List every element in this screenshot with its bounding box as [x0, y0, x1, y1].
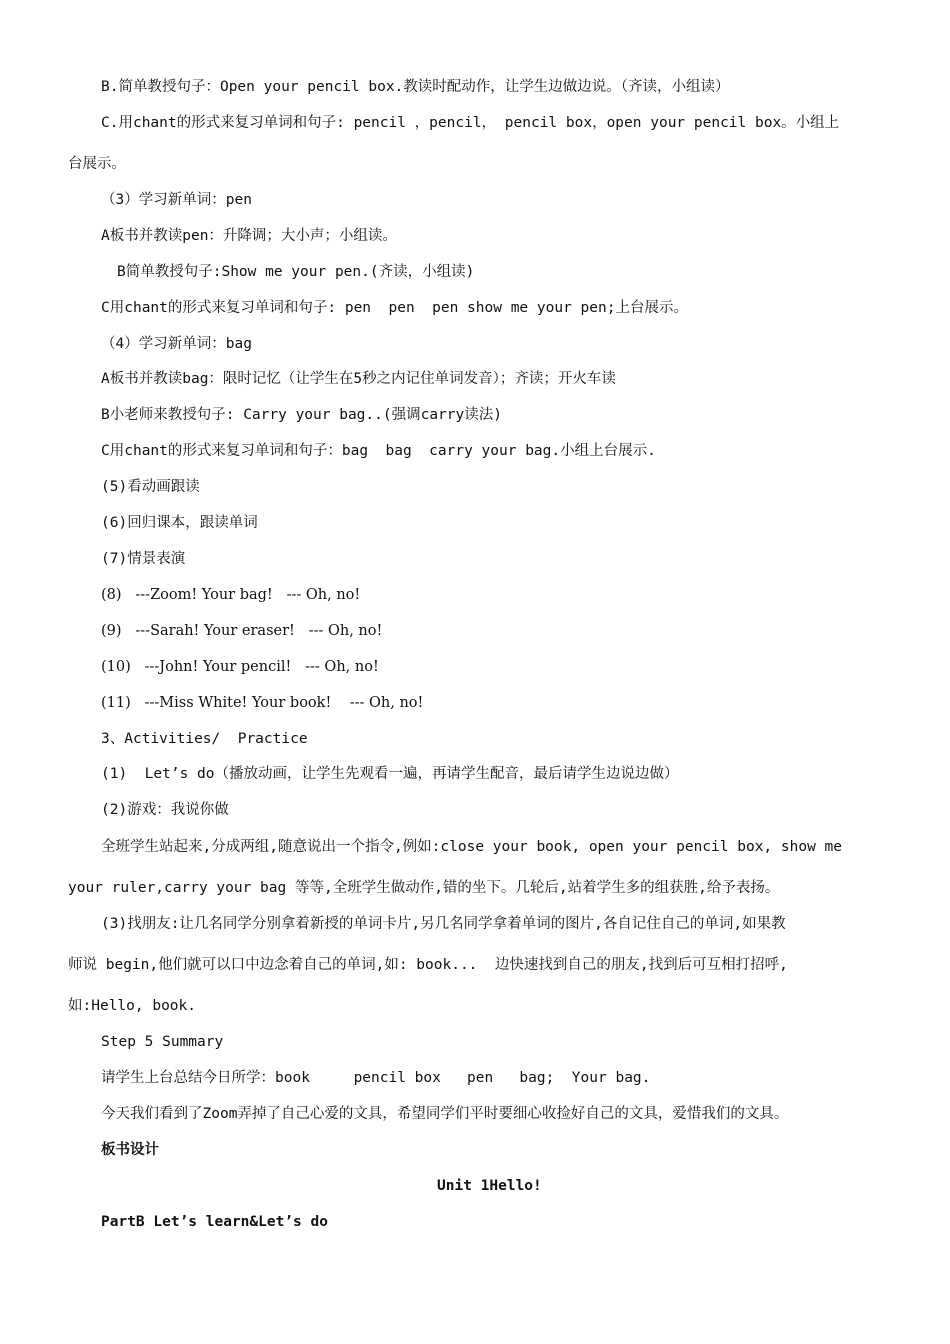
text-line: 3、Activities/ Practice: [101, 731, 308, 747]
text-line: (8) ---Zoom! Your bag! --- Oh, no!: [101, 587, 361, 603]
text-line: 今天我们看到了Zoom弄掉了自己心爱的文具，希望同学们平时要细心收捡好自己的文具，爱惜我们的文具。: [101, 1106, 789, 1122]
board-title: Unit 1Hello!: [437, 1178, 542, 1194]
text-line: 请学生上台总结今日所学：book pencil box pen bag; Your bag.: [101, 1070, 651, 1086]
text-line: C用chant的形式来复习单词和句子：bag bag carry your bag.小组上台展示.: [101, 443, 656, 459]
text-line: (5)看动画跟读: [101, 479, 200, 495]
text-line: A板书并教读bag：限时记忆（让学生在5秒之内记住单词发音）；齐读；开火车读: [101, 371, 616, 387]
text-line: 如:Hello, book.: [68, 998, 196, 1014]
text-line: A板书并教读pen：升降调；大小声；小组读。: [101, 228, 397, 244]
text-line: C用chant的形式来复习单词和句子: pen pen pen show me your pen;上台展示。: [101, 300, 688, 316]
text-line: 台展示。: [68, 156, 126, 172]
text-line: 师说 begin,他们就可以口中边念着自己的单词,如: book... 边快速找到自己的朋友,找到后可互相打招呼,: [68, 957, 788, 973]
text-line: Step 5 Summary: [101, 1034, 224, 1050]
text-line: B简单教授句子:Show me your pen.(齐读，小组读): [117, 264, 475, 280]
text-line: (9) ---Sarah! Your eraser! --- Oh, no!: [101, 623, 383, 639]
section-heading: 板书设计: [101, 1142, 159, 1158]
text-line: 全班学生站起来,分成两组,随意说出一个指令,例如:close your book, open your pencil box, show me: [101, 839, 842, 855]
text-line: C.用chant的形式来复习单词和句子: pencil ，pencil， pencil box，open your pencil box。小组上: [101, 115, 840, 131]
text-line: B小老师来教授句子: Carry your bag..(强调carry读法): [101, 407, 502, 423]
text-line: B.简单教授句子：Open your pencil box.教读时配动作，让学生边做边说。（齐读，小组读）: [101, 79, 730, 95]
board-subtitle: PartB Let’s learn&Let’s do: [101, 1214, 328, 1230]
text-line: (11) ---Miss White! Your book! --- Oh, no!: [101, 695, 424, 711]
text-line: your ruler,carry your bag 等等,全班学生做动作,错的坐下。几轮后,站着学生多的组获胜,给予表扬。: [68, 880, 780, 896]
text-line: (3)找朋友:让几名同学分别拿着新授的单词卡片,另几名同学拿着单词的图片,各自记住自己的单词,如果教: [101, 916, 786, 932]
text-line: (2)游戏：我说你做: [101, 802, 229, 818]
text-line: (10) ---John! Your pencil! --- Oh, no!: [101, 659, 379, 675]
text-line: （4）学习新单词：bag: [101, 336, 252, 352]
text-line: (1) Let’s do（播放动画，让学生先观看一遍，再请学生配音，最后请学生边说边做）: [101, 766, 679, 782]
text-line: (7)情景表演: [101, 551, 186, 567]
text-line: （3）学习新单词：pen: [101, 192, 252, 208]
text-line: (6)回归课本，跟读单词: [101, 515, 258, 531]
